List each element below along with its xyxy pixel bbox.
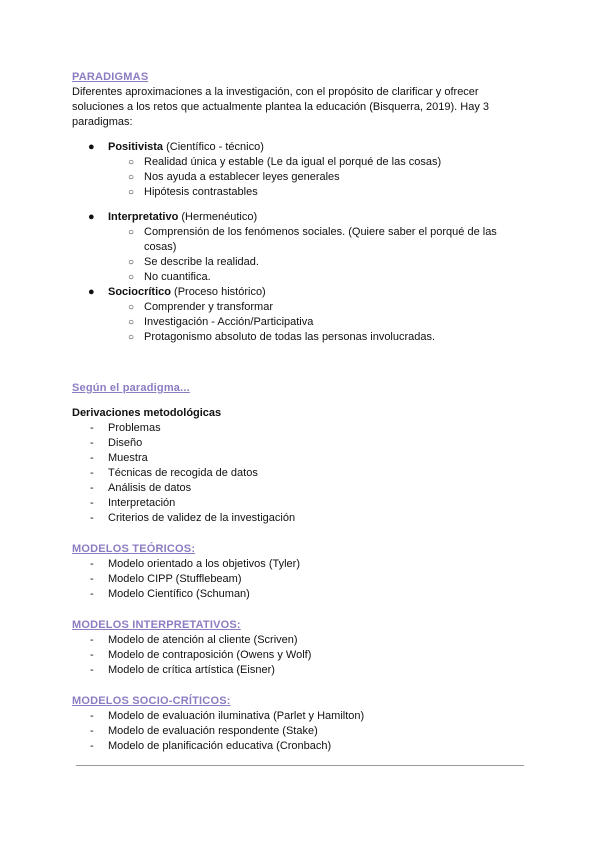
segun-subheading: Derivaciones metodológicas bbox=[72, 407, 222, 419]
sub-item bbox=[72, 225, 532, 255]
paradigmas-intro: Diferentes aproximaciones a la investigación, con el propósito de clarificar y ofrecer soluciones a los retos que actualmente plantea la educación (Bisquerra, 2019). Hay 3 paradigmas: bbox=[72, 86, 490, 128]
sub-item-text: Hipótesis contrastables bbox=[144, 186, 258, 198]
sociocriticos-list bbox=[72, 709, 532, 754]
sub-item-text: No cuantifica. bbox=[144, 271, 211, 283]
list-item-text: Problemas bbox=[108, 422, 161, 434]
list-item-text: Interpretación bbox=[108, 497, 176, 509]
sub-item bbox=[72, 315, 532, 330]
sociocriticos-heading: MODELOS SOCIO-CRÍTICOS: bbox=[72, 695, 231, 707]
dash-marker: - bbox=[90, 664, 94, 676]
list-item bbox=[72, 557, 532, 572]
sub-item bbox=[72, 185, 532, 200]
list-item-text: Muestra bbox=[108, 452, 148, 464]
dash-marker: - bbox=[90, 452, 94, 464]
circle-marker: ○ bbox=[128, 302, 135, 313]
circle-marker: ○ bbox=[128, 172, 135, 183]
derivaciones-list bbox=[72, 421, 532, 526]
list-item bbox=[72, 648, 532, 663]
horizontal-rule bbox=[76, 765, 524, 766]
list-item bbox=[72, 451, 532, 466]
list-item bbox=[72, 466, 532, 481]
paradigm-item-sociocritico bbox=[72, 285, 532, 300]
sub-item-text: Investigación - Acción/Participativa bbox=[144, 316, 314, 328]
dash-marker: - bbox=[90, 588, 94, 600]
list-item bbox=[72, 633, 532, 648]
dash-marker: - bbox=[90, 512, 94, 524]
teoricos-heading: MODELOS TEÓRICOS: bbox=[72, 543, 196, 555]
interpretativos-heading: MODELOS INTERPRETATIVOS: bbox=[72, 619, 241, 631]
dash-marker: - bbox=[90, 710, 94, 722]
paradigm-desc: (Proceso histórico) bbox=[170, 286, 266, 298]
list-item-text: Modelo de crítica artística (Eisner) bbox=[108, 664, 275, 676]
bullet-marker: ● bbox=[88, 141, 95, 153]
paradigmas-list bbox=[72, 140, 532, 200]
list-item bbox=[72, 421, 532, 436]
teoricos-list bbox=[72, 557, 532, 602]
sub-item bbox=[72, 330, 532, 345]
paradigm-desc: (Científico - técnico) bbox=[163, 141, 264, 153]
interpretativos-list bbox=[72, 633, 532, 678]
dash-marker: - bbox=[90, 422, 94, 434]
list-item-text: Análisis de datos bbox=[108, 482, 192, 494]
sub-item bbox=[72, 300, 532, 315]
circle-marker: ○ bbox=[128, 272, 135, 283]
list-item bbox=[72, 496, 532, 511]
dash-marker: - bbox=[90, 649, 94, 661]
paradigm-name: Positivista bbox=[108, 141, 164, 153]
sub-item-text: Nos ayuda a establecer leyes generales bbox=[144, 171, 340, 183]
paradigm-item-interpretativo bbox=[72, 210, 532, 225]
dash-marker: - bbox=[90, 634, 94, 646]
dash-marker: - bbox=[90, 437, 94, 449]
list-item bbox=[72, 739, 532, 754]
paradigm-desc: (Hermenéutico) bbox=[178, 211, 258, 223]
list-item-text: Diseño bbox=[108, 437, 143, 449]
sub-item-text: Realidad única y estable (Le da igual el porqué de las cosas) bbox=[144, 156, 442, 168]
circle-marker: ○ bbox=[128, 227, 135, 238]
sub-item-text: Protagonismo absoluto de todas las personas involucradas. bbox=[144, 331, 436, 343]
dash-marker: - bbox=[90, 467, 94, 479]
segun-heading: Según el paradigma... bbox=[72, 382, 190, 394]
circle-marker: ○ bbox=[128, 187, 135, 198]
list-item-text: Técnicas de recogida de datos bbox=[108, 467, 258, 479]
circle-marker: ○ bbox=[128, 157, 135, 168]
bullet-marker: ● bbox=[88, 286, 95, 298]
list-item-text: Modelo orientado a los objetivos (Tyler) bbox=[108, 558, 300, 570]
bullet-marker: ● bbox=[88, 211, 95, 223]
paradigmas-list-2 bbox=[72, 210, 532, 345]
list-item bbox=[72, 572, 532, 587]
list-item-text: Modelo de evaluación respondente (Stake) bbox=[108, 725, 318, 737]
sub-item bbox=[72, 270, 532, 285]
list-item bbox=[72, 481, 532, 496]
list-item-text: Modelo de atención al cliente (Scriven) bbox=[108, 634, 298, 646]
list-item bbox=[72, 663, 532, 678]
paradigm-name: Interpretativo bbox=[108, 211, 179, 223]
list-item bbox=[72, 709, 532, 724]
list-item-text: Modelo CIPP (Stufflebeam) bbox=[108, 573, 242, 585]
dash-marker: - bbox=[90, 573, 94, 585]
dash-marker: - bbox=[90, 740, 94, 752]
list-item-text: Criterios de validez de la investigación bbox=[108, 512, 296, 524]
list-item-text: Modelo Científico (Schuman) bbox=[108, 588, 250, 600]
sub-item bbox=[72, 170, 532, 185]
document-page bbox=[72, 70, 532, 754]
dash-marker: - bbox=[90, 725, 94, 737]
dash-marker: - bbox=[90, 558, 94, 570]
dash-marker: - bbox=[90, 482, 94, 494]
list-item bbox=[72, 436, 532, 451]
circle-marker: ○ bbox=[128, 332, 135, 343]
list-item-text: Modelo de contraposición (Owens y Wolf) bbox=[108, 649, 312, 661]
dash-marker: - bbox=[90, 497, 94, 509]
list-item bbox=[72, 724, 532, 739]
sub-item-text: Comprender y transformar bbox=[144, 301, 273, 313]
sub-item bbox=[72, 155, 532, 170]
paradigm-item-positivista bbox=[72, 140, 532, 155]
sub-item-text: Comprensión de los fenómenos sociales. (Quiere saber el porqué de las cosas) bbox=[144, 226, 497, 253]
paradigm-name: Sociocrítico bbox=[108, 286, 171, 298]
circle-marker: ○ bbox=[128, 257, 135, 268]
sub-item-text: Se describe la realidad. bbox=[144, 256, 259, 268]
list-item bbox=[72, 587, 532, 602]
list-item bbox=[72, 511, 532, 526]
list-item-text: Modelo de evaluación iluminativa (Parlet y Hamilton) bbox=[108, 710, 365, 722]
paradigmas-heading: PARADIGMAS bbox=[72, 71, 149, 83]
list-item-text: Modelo de planificación educativa (Cronbach) bbox=[108, 740, 332, 752]
circle-marker: ○ bbox=[128, 317, 135, 328]
sub-item bbox=[72, 255, 532, 270]
